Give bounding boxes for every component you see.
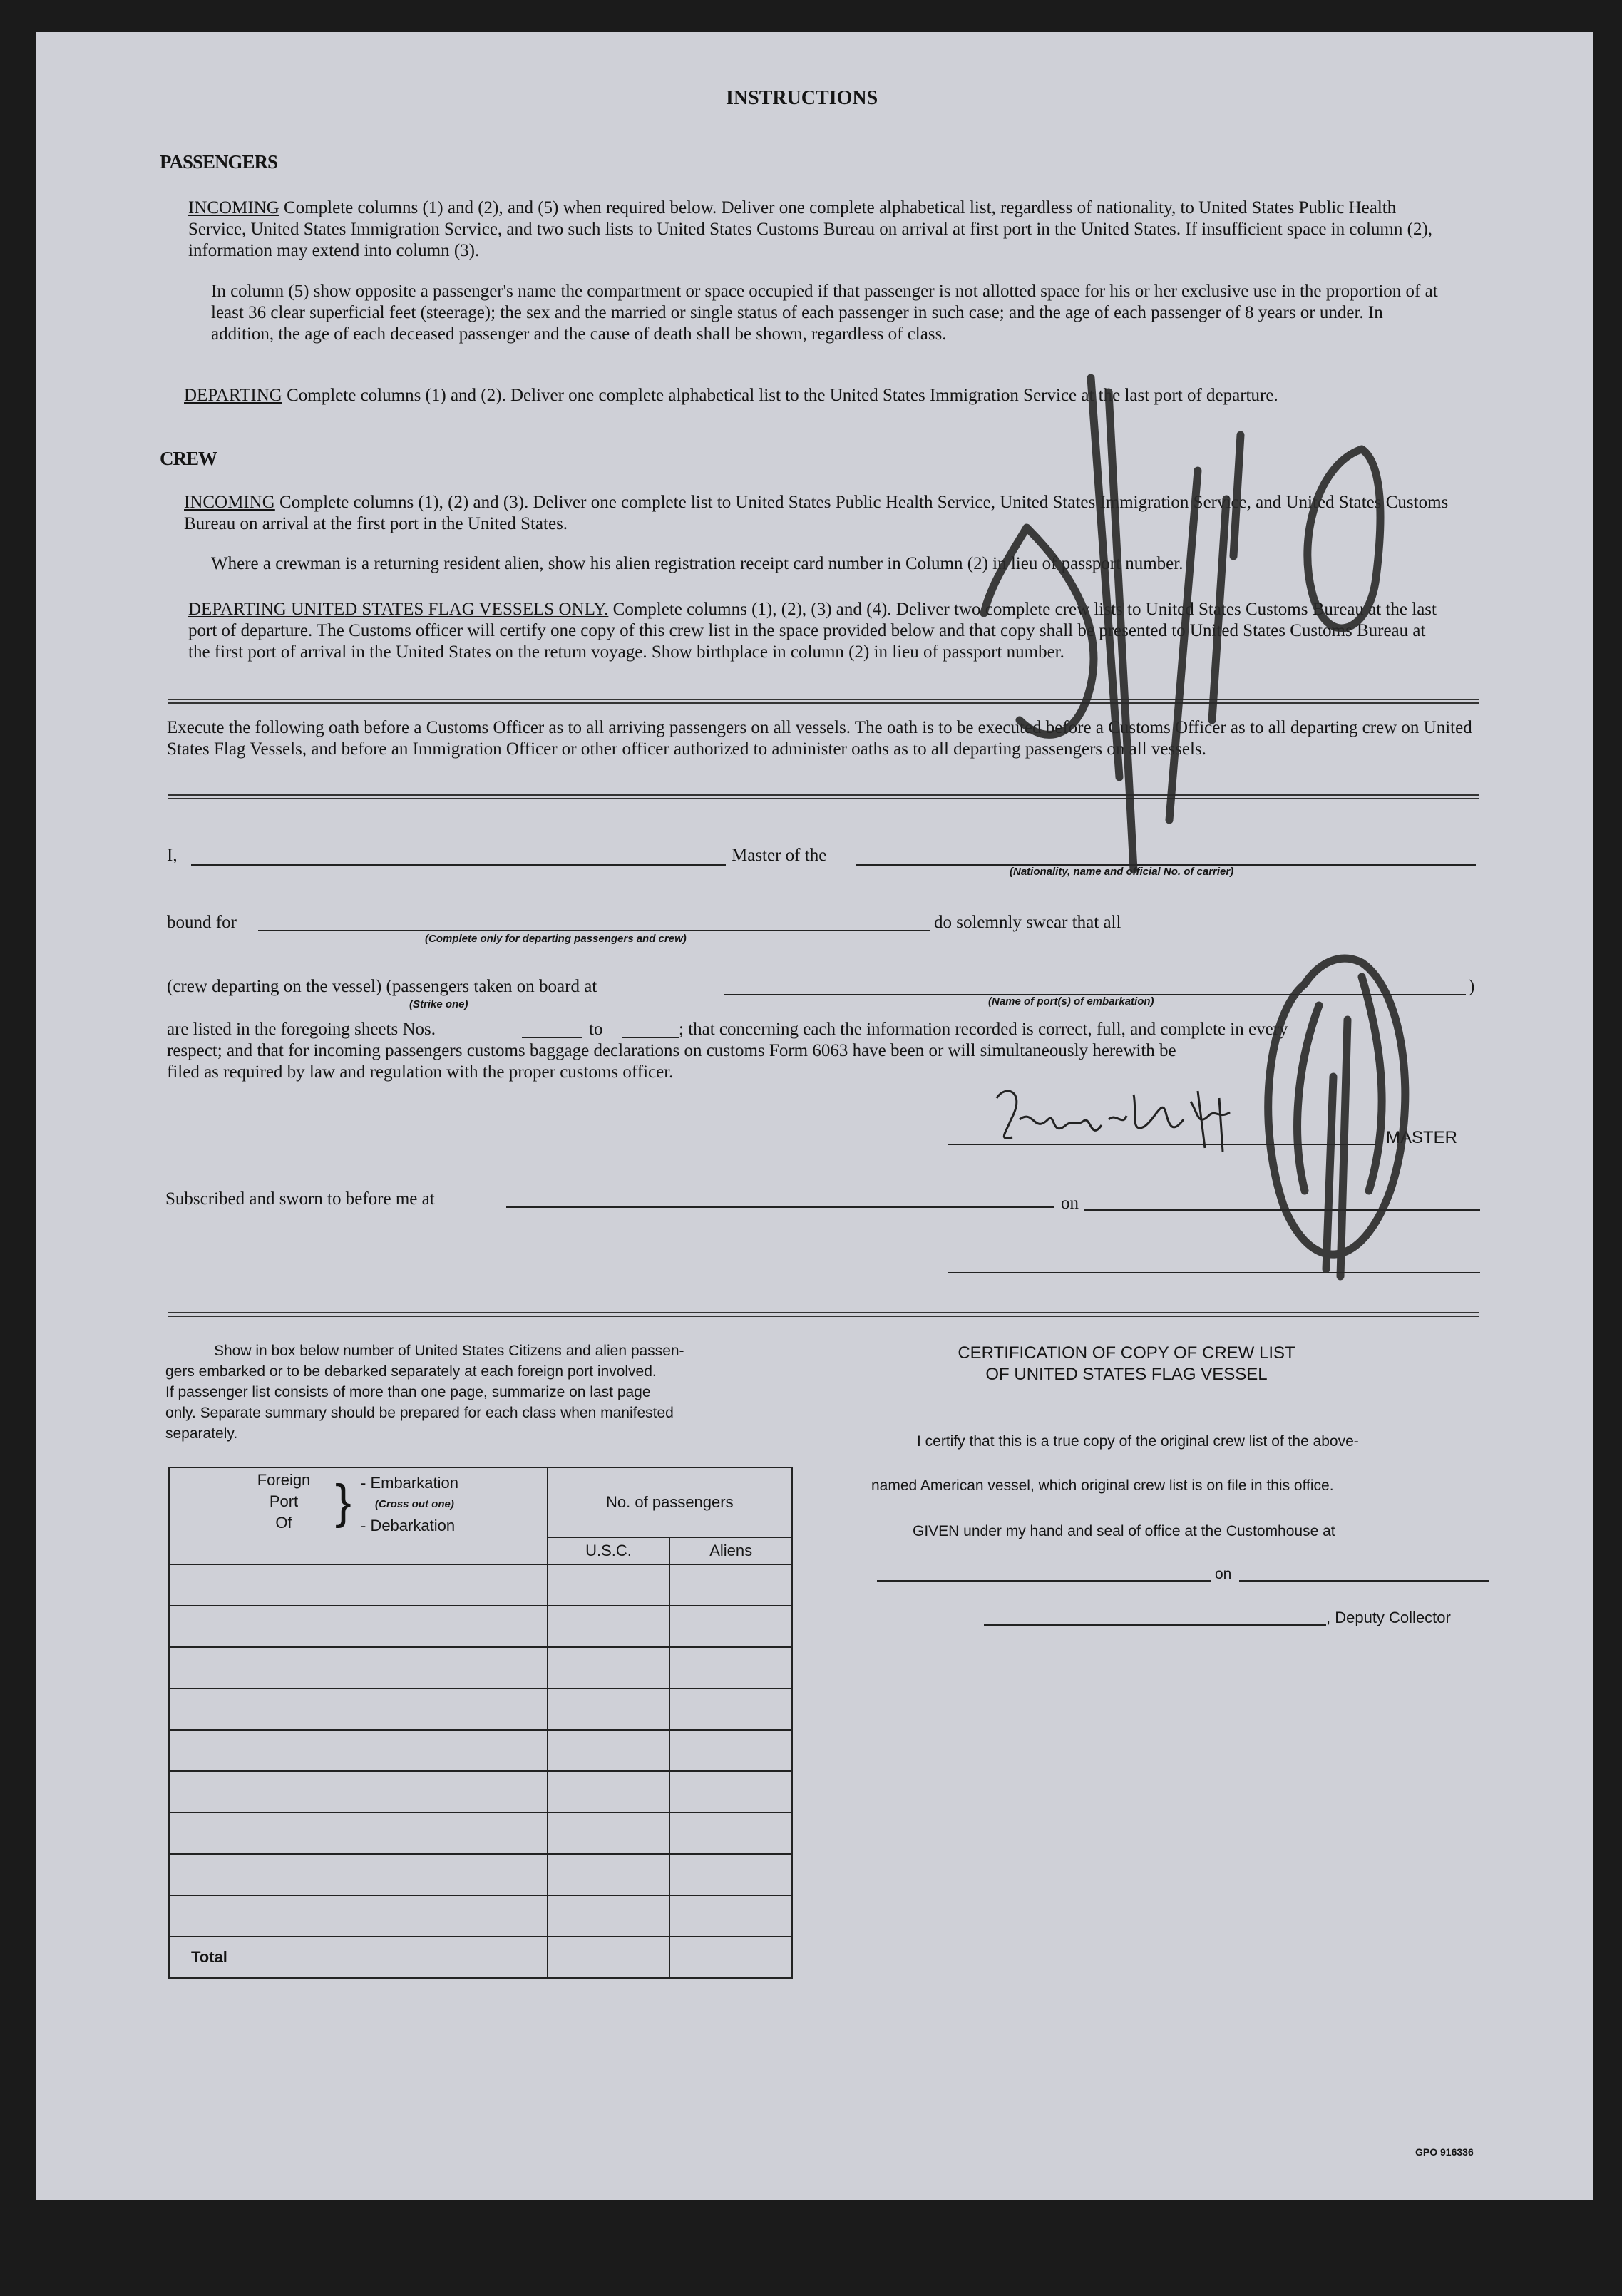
table-row[interactable] xyxy=(169,1606,792,1647)
listed-prefix: are listed in the foregoing sheets Nos. xyxy=(167,1020,436,1039)
sheet-to-field[interactable] xyxy=(622,1037,679,1038)
total-label: Total xyxy=(169,1937,548,1978)
passengers-departing-label: DEPARTING xyxy=(184,386,282,405)
table-row[interactable] xyxy=(169,1813,792,1854)
deputy-collector-label: , Deputy Collector xyxy=(1326,1609,1451,1626)
footer-code: GPO 916336 xyxy=(1415,2146,1474,2158)
certification-line-3: GIVEN under my hand and seal of office at the Customhouse at xyxy=(913,1523,1335,1539)
ports-summary-table xyxy=(168,1467,793,1979)
strike-one-caption: (Strike one) xyxy=(409,998,468,1010)
certification-title-2: OF UNITED STATES FLAG VESSEL xyxy=(985,1365,1268,1384)
summary-line-2: gers embarked or to be debarked separately at each foreign port involved. xyxy=(165,1363,657,1380)
table-row[interactable] xyxy=(169,1730,792,1771)
total-row[interactable] xyxy=(169,1937,792,1978)
do-swear-text: do solemnly swear that all xyxy=(934,913,1121,932)
nationality-caption: (Nationality, name and official No. of carrier) xyxy=(1010,866,1234,878)
sheet-from-field[interactable] xyxy=(522,1037,582,1038)
handwritten-5-10-mark xyxy=(963,349,1476,1319)
crew-departing-label: DEPARTING UNITED STATES FLAG VESSELS ONLY. xyxy=(188,600,609,619)
passengers-column5-text: In column (5) show opposite a passenger's name the compartment or space occupied if that passenger is not allotted space for his or her exclusive use in the proportion of at least 36 clear superficial feet (steerage); the sex and the married or single status of each passenger in such case; and the age of each passenger of 8 years or under. In addition, the age of each deceased passenger and the cause of death shall be shown, regardless of class. xyxy=(211,282,1438,344)
crew-resident-text: Where a crewman is a returning resident alien, show his alien registration receipt card number in Column (2) in lieu of passport number. xyxy=(211,554,1184,573)
debarkation-label: - Debarkation xyxy=(361,1517,456,1534)
summary-line-1: Show in box below number of United States Citizens and alien passen- xyxy=(214,1343,684,1359)
certification-date-field[interactable] xyxy=(1239,1580,1489,1582)
passengers-incoming-text: Complete columns (1) and (2), and (5) when required below. Deliver one complete alphabetical list, regardless of nationality, to United States Public Health Service, United States Immigration Service, and two such lists to United States Customs Bureau on arrival at first port in the United States. If insufficient space in column (2), information may extend into column (3). xyxy=(188,198,1433,260)
bound-caption: (Complete only for departing passengers and crew) xyxy=(425,933,687,945)
table-row[interactable] xyxy=(169,1688,792,1730)
summary-line-4: only. Separate summary should be prepared for each class when manifested xyxy=(165,1405,674,1421)
brace: } xyxy=(335,1475,351,1529)
close-paren: ) xyxy=(1469,977,1475,996)
aliens-header: Aliens xyxy=(669,1537,792,1564)
certification-on: on xyxy=(1215,1566,1232,1582)
usc-header: U.S.C. xyxy=(548,1537,670,1564)
table-row[interactable] xyxy=(169,1854,792,1895)
customhouse-field[interactable] xyxy=(877,1580,1211,1582)
cross-out-label: (Cross out one) xyxy=(375,1498,454,1510)
table-row[interactable] xyxy=(169,1771,792,1813)
summary-line-3: If passenger list consists of more than one page, summarize on last page xyxy=(165,1384,651,1400)
master-label: MASTER xyxy=(1386,1128,1458,1147)
table-row[interactable] xyxy=(169,1647,792,1688)
on-word: on xyxy=(1061,1194,1079,1213)
oath-i-label: I, xyxy=(167,846,178,865)
subscribed-text: Subscribed and sworn to before me at xyxy=(165,1189,435,1209)
no-passengers-header: No. of passengers xyxy=(548,1467,792,1537)
instructions-title: INSTRUCTIONS xyxy=(726,87,878,109)
summary-line-5: separately. xyxy=(165,1425,238,1442)
of-word: Of xyxy=(275,1514,292,1532)
passengers-incoming-label: INCOMING xyxy=(188,198,279,217)
summary-instructions xyxy=(165,1341,793,1444)
port-word: Port xyxy=(269,1492,299,1510)
certification-title-1: CERTIFICATION OF COPY OF CREW LIST xyxy=(958,1343,1295,1363)
to-word: to xyxy=(589,1020,603,1039)
oath-instruction: Execute the following oath before a Customs Officer as to all arriving passengers on all vessels. The oath is to be executed before a Customs Officer as to all departing crew on United States Flag Vessels, and before an Immigration Officer or other officer authorized to administer oaths as to all departing passengers on all vessels. xyxy=(167,718,1472,759)
crew-incoming-label: INCOMING xyxy=(184,493,275,512)
bound-for-label: bound for xyxy=(167,913,237,932)
crew-heading: CREW xyxy=(160,448,217,469)
certification-line-1: I certify that this is a true copy of the original crew list of the above- xyxy=(917,1433,1359,1450)
crew-incoming-text: Complete columns (1), (2) and (3). Deliver one complete list to United States Public Health Service, United States Immigration Service, and United States Customs Bureau on arrival at the first port in the United States. xyxy=(184,493,1449,533)
master-name-field[interactable] xyxy=(191,864,726,866)
deputy-signature-field[interactable] xyxy=(984,1624,1326,1626)
listed-text-2: respect; and that for incoming passengers customs baggage declarations on customs Form 6063 have been or will simultaneously herewith be xyxy=(167,1041,1176,1060)
passengers-incoming-block xyxy=(188,198,1450,262)
port-caption: (Name of port(s) of embarkation) xyxy=(988,995,1154,1008)
table-row[interactable] xyxy=(169,1564,792,1606)
crew-departing-text: Complete columns (1), (2), (3) and (4). Deliver two complete crew lists to United States Customs Bureau at the last port of departure. The Customs officer will certify one copy of this crew list in the space provided below and that copy shall be presented to United States Customs Bureau at the first port of arrival in the United States on the return voyage. Show birthplace in column (2) in lieu of passport number. xyxy=(188,600,1437,662)
embarkation-label: - Embarkation xyxy=(361,1474,458,1492)
certification-line-2: named American vessel, which original crew list is on file in this office. xyxy=(871,1477,1334,1494)
bound-for-field[interactable] xyxy=(258,930,930,931)
listed-text-1: ; that concerning each the information recorded is correct, full, and complete in every xyxy=(679,1020,1288,1039)
foreign-word: Foreign xyxy=(257,1471,311,1489)
passengers-departing-text: Complete columns (1) and (2). Deliver one complete alphabetical list to the United States Immigration Service at the last port of departure. xyxy=(287,386,1278,405)
foreign-port-header xyxy=(169,1467,548,1564)
listed-text-3: filed as required by law and regulation with the proper customs officer. xyxy=(167,1062,674,1082)
passengers-heading: PASSENGERS xyxy=(160,151,278,173)
crew-passengers-text: (crew departing on the vessel) (passengers taken on board at xyxy=(167,977,597,996)
table-row[interactable] xyxy=(169,1895,792,1937)
master-of-the-label: Master of the xyxy=(732,846,827,865)
